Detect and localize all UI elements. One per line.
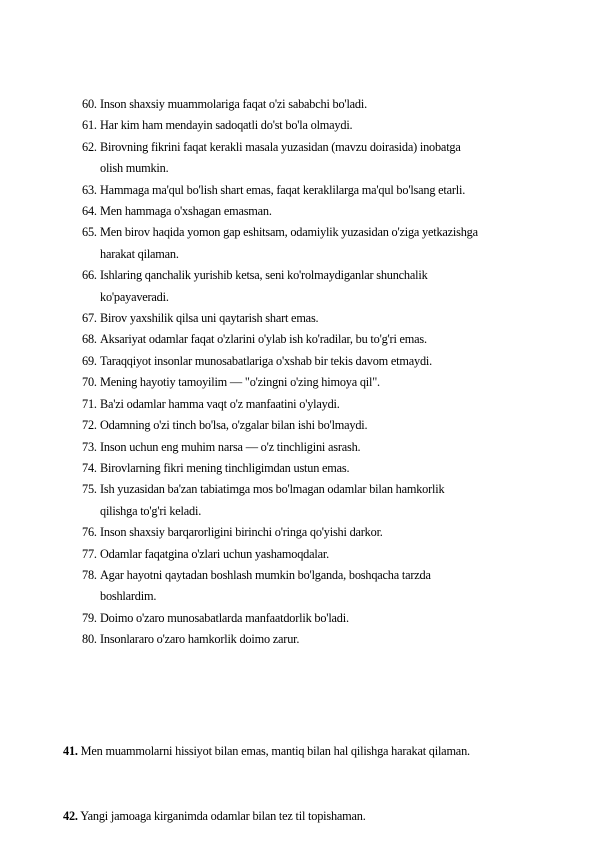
item-number: 60. bbox=[82, 97, 97, 111]
item-text: Birov yaxshilik qilsa uni qaytarish shart emas. bbox=[100, 311, 319, 326]
list-item bbox=[82, 372, 552, 393]
list-item bbox=[82, 544, 552, 565]
statement-text: Men muammolarni hissiyot bilan emas, mantiq bilan hal qilishga harakat qilaman. bbox=[80, 744, 470, 758]
statement-number: 41. bbox=[63, 744, 78, 758]
list-item bbox=[82, 94, 552, 115]
list-item bbox=[82, 351, 552, 372]
list-item bbox=[82, 329, 552, 350]
item-number: 76. bbox=[82, 525, 97, 540]
list-item bbox=[82, 265, 552, 308]
item-number: 67. bbox=[82, 311, 97, 326]
item-number: 72. bbox=[82, 418, 97, 433]
item-number: 69. bbox=[82, 353, 97, 368]
item-text: Agar hayotni qaytadan boshlash mumkin bo'lganda, boshqacha tarzda boshlardim. bbox=[100, 567, 431, 604]
item-text: Insonlararo o'zaro hamkorlik doimo zarur. bbox=[100, 632, 300, 647]
statement-list bbox=[82, 94, 552, 651]
item-text: Taraqqiyot insonlar munosabatlariga o'xshab bir tekis davom etmaydi. bbox=[100, 353, 432, 368]
list-item bbox=[82, 201, 552, 222]
item-number: 70. bbox=[82, 375, 97, 390]
statement-number: 42. bbox=[63, 809, 78, 823]
item-number: 79. bbox=[82, 610, 97, 625]
list-item bbox=[82, 137, 552, 180]
item-number: 65. bbox=[82, 225, 97, 240]
list-item bbox=[82, 522, 552, 543]
item-number: 63. bbox=[82, 182, 97, 197]
statement-42 bbox=[63, 806, 563, 827]
item-text: Odamning o'zi tinch bo'lsa, o'zgalar bilan ishi bo'lmaydi. bbox=[100, 418, 368, 433]
list-item bbox=[82, 308, 552, 329]
item-text: Har kim ham mendayin sadoqatli do'st bo'la olmaydi. bbox=[100, 118, 353, 133]
item-text: Ishlaring qanchalik yurishib ketsa, seni ko'rolmaydiganlar shunchalik ko'payaveradi. bbox=[100, 268, 428, 304]
item-text: Men birov haqida yomon gap eshitsam, odamiylik yuzasidan o'ziga yetkazishga harakat qilaman. bbox=[100, 225, 478, 261]
list-item bbox=[82, 479, 552, 522]
item-text: Ba'zi odamlar hamma vaqt o'z manfaatini o'ylaydi. bbox=[100, 396, 340, 411]
item-number: 78. bbox=[82, 567, 97, 582]
item-text: Mening hayotiy tamoyilim — "o'zingni o'zing himoya qil". bbox=[100, 375, 380, 390]
list-item bbox=[82, 629, 552, 650]
item-text: Inson shaxsiy barqarorligini birinchi o'ringa qo'yishi darkor. bbox=[100, 525, 383, 540]
item-text: Birovlarning fikri mening tinchligimdan ustun emas. bbox=[100, 460, 350, 475]
item-text: Hammaga ma'qul bo'lish shart emas, faqat keraklilarga ma'qul bo'lsang etarli. bbox=[100, 182, 466, 197]
item-text: Ish yuzasidan ba'zan tabiatimga mos bo'lmagan odamlar bilan hamkorlik qilishga to'g'ri keladi. bbox=[100, 482, 445, 518]
item-number: 71. bbox=[82, 396, 97, 411]
statement-text: Yangi jamoaga kirganimda odamlar bilan tez til topishaman. bbox=[80, 809, 366, 823]
list-item bbox=[82, 415, 552, 436]
list-item bbox=[82, 394, 552, 415]
item-number: 61. bbox=[82, 118, 97, 133]
item-number: 77. bbox=[82, 546, 97, 561]
item-number: 62. bbox=[82, 139, 97, 154]
item-text: Odamlar faqatgina o'zlari uchun yashamoqdalar. bbox=[100, 546, 329, 561]
item-text: Men hammaga o'xshagan emasman. bbox=[100, 204, 272, 219]
list-item bbox=[82, 608, 552, 629]
list-item bbox=[82, 565, 552, 608]
list-item bbox=[82, 458, 552, 479]
item-text: Birovning fikrini faqat kerakli masala yuzasidan (mavzu doirasida) inobatga olish mumkin. bbox=[100, 139, 461, 176]
item-number: 64. bbox=[82, 204, 97, 219]
item-number: 73. bbox=[82, 439, 97, 454]
item-text: Inson shaxsiy muammolariga faqat o'zi sababchi bo'ladi. bbox=[100, 97, 367, 111]
item-number: 80. bbox=[82, 632, 97, 647]
item-text: Doimo o'zaro munosabatlarda manfaatdorlik bo'ladi. bbox=[100, 610, 349, 625]
list-item bbox=[82, 115, 552, 136]
statement-41 bbox=[63, 741, 563, 762]
list-item bbox=[82, 437, 552, 458]
item-text: Aksariyat odamlar faqat o'zlarini o'ylab ish ko'radilar, bu to'g'ri emas. bbox=[100, 332, 427, 347]
list-item bbox=[82, 180, 552, 201]
item-number: 68. bbox=[82, 332, 97, 347]
item-number: 75. bbox=[82, 482, 97, 497]
item-number: 74. bbox=[82, 460, 97, 475]
list-item bbox=[82, 222, 552, 265]
item-number: 66. bbox=[82, 268, 97, 283]
item-text: Inson uchun eng muhim narsa — o'z tinchligini asrash. bbox=[100, 439, 361, 454]
